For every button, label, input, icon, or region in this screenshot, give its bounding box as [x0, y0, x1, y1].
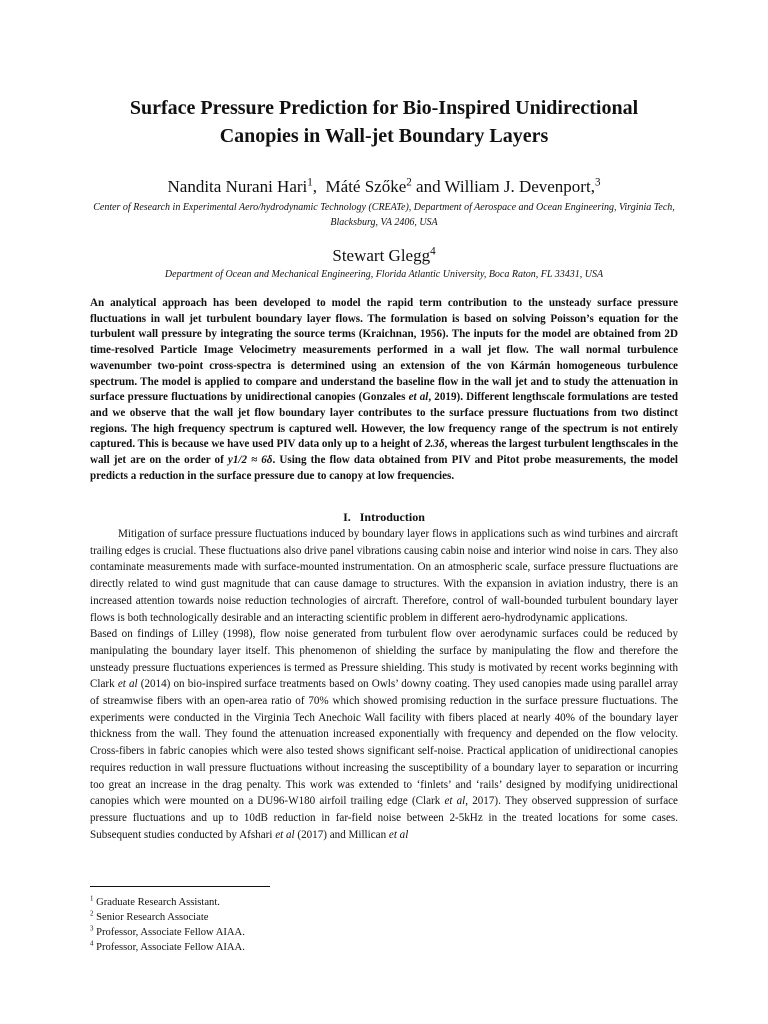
abstract-etal: et al	[408, 391, 429, 404]
footnote	[90, 925, 490, 940]
footnote-text: Professor, Associate Fellow AIAA.	[96, 942, 245, 953]
affiliation-1: Center of Research in Experimental Aero/hydrodynamic Technology (CREATe), Department of Aerospace and Ocean Engineering, Virginia Tech, Blacksburg, VA 2406, USA	[93, 202, 675, 228]
author-list	[90, 176, 678, 198]
second-author-line	[90, 245, 678, 267]
paragraph-text: , 2017). They observed suppression of surface pressure fluctuations and up to 10dB reduction in far-field noise between 2-5kHz in the treated locations for some cases. Subsequent studies conducted by Afshari	[90, 795, 678, 841]
author-separator: and	[411, 177, 445, 196]
etal: et al	[444, 795, 466, 808]
etal: et al	[117, 678, 138, 691]
paper-page	[90, 0, 678, 1024]
author-footnote-marker: 1	[307, 176, 313, 189]
paragraph: Mitigation of surface pressure fluctuations induced by boundary layer flows in applications such as wind turbines and aircraft trailing edges is crucial. These fluctuations also drive panel vibrations causing cabin noise and interior wind noise in cars. They also contaminate measurements made with surface-mounted instrumentation. On an atmospheric scale, surface pressure fluctuations are directly related to wind gust magnitude that can cause damage to structures. With the expansion in aviation industry, there is an increased attention towards noise reduction technologies of aircraft. Therefore, control of wall-bounded turbulent boundary layer flows is both technologically desirable and an interacting scientific problem in different aero-hydrodynamic applications.	[90, 528, 678, 624]
footnote-divider	[90, 886, 270, 887]
paper-title	[90, 94, 678, 150]
introduction-body	[90, 526, 678, 843]
author-footnote-marker: 2	[406, 176, 412, 189]
author-footnote-marker: 3	[594, 176, 601, 189]
section-heading-introduction: I. Introduction	[343, 510, 425, 524]
abstract-math-height: 2.3δ	[424, 438, 445, 451]
abstract-text: , whereas the largest turbulent lengthscales in the wall jet are on the order of	[90, 438, 678, 467]
etal: et al	[275, 828, 295, 841]
footnote	[90, 895, 490, 910]
footnote	[90, 910, 490, 925]
paragraph-text: (2017) and Millican	[294, 828, 389, 841]
author-separator: ,	[312, 177, 326, 196]
footnote-number: 2	[90, 910, 94, 918]
footnote	[90, 940, 490, 955]
footnotes	[90, 895, 490, 955]
footnote-number: 1	[90, 895, 94, 903]
paragraph	[90, 626, 678, 843]
paragraph-text: (2014) on bio-inspired surface treatments based on Owls’ downy coating. They used canopies made using parallel array of streamwise fibers with an open-area ratio of 70% which showed promising reduction in the surface pressure fluctuations. The experiments were conducted in the Virginia Tech Anechoic Wall facility with fibers placed at nearly 40% of the boundary layer thickness from the wall. They found the attenuation increased exponentially with frequency and depended on the flow velocity. Cross-fibers in fabric canopies which were also tested shows significant self-noise. Practical application of unidirectional canopies requires reduction in wall pressure fluctuations without increasing the susceptibility of a boundary layer to separation or incurring too great an increase in the drag penalty. This work was extended to ‘finlets’ and ‘rails’ designed by modifying unidirectional canopies which were mounted on a DU96-W180 airfoil trailing edge (Clark	[90, 678, 678, 808]
title-line-1: Surface Pressure Prediction for Bio-Inspired Unidirectional	[129, 97, 639, 119]
author-name: Nandita Nurani Hari	[167, 177, 308, 196]
abstract-text: . Using the flow data obtained from PIV and Pitot probe measurements, the model predicts a reduction in the surface pressure due to canopy at low frequencies.	[90, 454, 678, 482]
author-footnote-marker: 4	[430, 245, 436, 258]
abstract	[90, 296, 678, 484]
footnote-text: Senior Research Associate	[96, 912, 209, 923]
author-name: Máté Szőke	[325, 177, 407, 196]
footnote-text: Graduate Research Assistant.	[96, 897, 220, 908]
footnote-text: Professor, Associate Fellow AIAA.	[96, 927, 245, 938]
author-name: Stewart Glegg	[332, 246, 431, 265]
author-name: William J. Devenport,	[444, 177, 595, 196]
abstract-text: An analytical approach has been developed to model the rapid term contribution to the unsteady surface pressure fluctuations in wall jet turbulent boundary layer flows. The formulation is based on solving Poisson’s equation for the turbulent wall pressure by integrating the source terms (Kraichnan, 1956). The inputs for the model are obtained from 2D time-resolved Particle Image Velocimetry measurements performed in a wall jet flow. The wall normal turbulence wavenumber two-point cross-spectra is determined using an extension of the von Kármán homogeneous turbulence spectrum. The model is applied to compare and understand the baseline flow in the wall jet and to study the attenuation in surface pressure fluctuations by unidirectional canopies (Gonzales	[90, 297, 678, 404]
affiliation-2: Department of Ocean and Mechanical Engineering, Florida Atlantic University, Boca Raton, FL 33431, USA	[164, 269, 604, 280]
paragraph-text: Based on findings of Lilley (1998), flow noise generated from turbulent flow over aerodynamic surfaces could be reduced by manipulating the boundary layer itself. This phenomenon of shielding the surface by manipulating the flow and therefore the unsteady pressure fluctuations experiences is termed as Pressure shielding. This study is motivated by recent works beginning with Clark	[90, 628, 678, 691]
footnote-number: 3	[90, 925, 94, 933]
footnote-number: 4	[90, 940, 94, 948]
abstract-text: , 2019). Different lengthscale formulations are tested and we observe that the wall jet flow boundary layer contributes to the surface pressure fluctuations from two distinct regions. The high frequency spectrum is captured well. However, the low frequency range of the spectrum is not entirely captured. This is because we have used PIV data only up to a height of	[90, 391, 678, 451]
etal: et al	[388, 828, 409, 841]
title-line-2: Canopies in Wall-jet Boundary Layers	[219, 125, 549, 147]
abstract-math-lengthscale: y1/2 ≈ 6δ	[227, 454, 273, 467]
